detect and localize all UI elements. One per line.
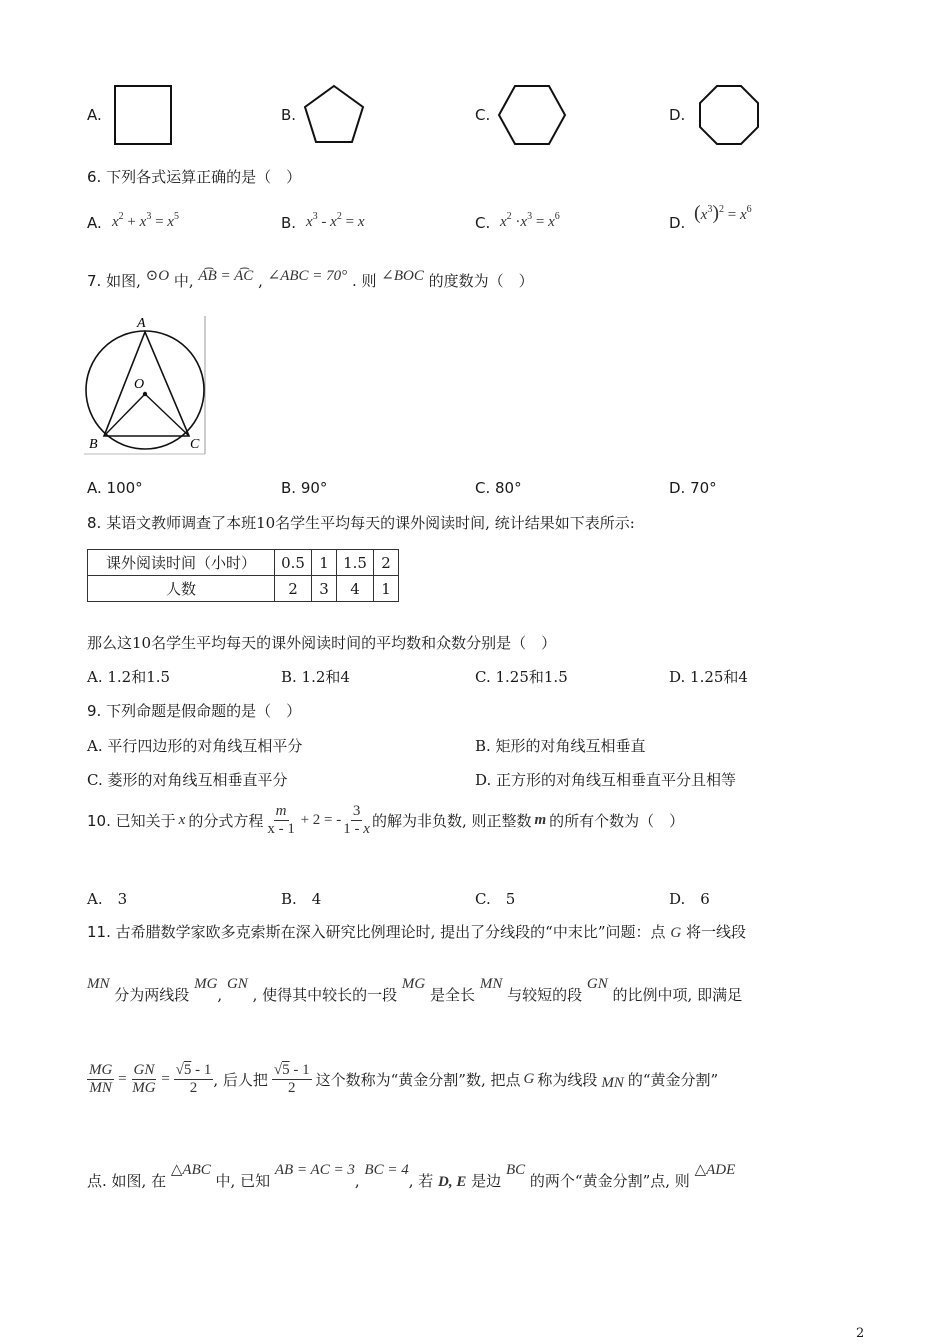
- table-cell: 0.5: [275, 550, 312, 576]
- q9-option-d: D. 正方形的对角线互相垂直平分且相等: [475, 771, 737, 789]
- q7-option-c: C. 80°: [475, 479, 522, 497]
- q10-stem: [87, 803, 684, 838]
- q9-option-b: B. 矩形的对角线互相垂直: [475, 737, 646, 755]
- q10-text-4: 的所有个数为（ ）: [549, 812, 685, 830]
- table-cell: 4: [337, 576, 374, 602]
- table-row: [88, 576, 399, 602]
- q11-l2-c: , 使得其中较长的一段: [252, 986, 398, 1004]
- q11-l4-e: 是边: [471, 1172, 502, 1190]
- center-point: [143, 392, 147, 396]
- q10-var-x: x: [178, 812, 186, 828]
- q11-number: 11.: [87, 923, 111, 941]
- table-cell: 1.5: [337, 550, 374, 576]
- q9-stem: [87, 700, 301, 721]
- q8-stem: [87, 512, 635, 533]
- q8-text: 某语文教师调查了本班10名学生平均每天的课外阅读时间, 统计结果如下表所示:: [106, 514, 635, 532]
- q7-arc-equality: A͡B = A͡C: [198, 268, 254, 284]
- q11-l3-b: 这个数称为“黄金分割”数, 把点: [315, 1071, 521, 1089]
- q9-text: 下列命题是假命题的是（ ）: [106, 702, 302, 720]
- q8-reading-table: [87, 549, 399, 602]
- q6-number: 6.: [87, 168, 102, 186]
- q8-option-d: D. 1.25和4: [669, 668, 748, 686]
- q11-line-4: 点. 如图, 在 △ABC 中, 已知 AB = AC = 3, BC = 4, 若 D, E 是边 BC 的两个“黄金分割”点, 则 △ADE: [87, 1162, 736, 1190]
- hexagon-icon: [496, 82, 568, 148]
- q11-l3-c: 称为线段: [537, 1071, 598, 1089]
- q5-option-d-label: D.: [669, 106, 686, 124]
- q11-line-3: $\frac{MG}{MN}$ = $\frac{GN}{MG}$ = $\frac{√5 - 1}{2}$ , 后人把 $\frac{√5 - 1}{2}$ 这个数称为“黄金分割”数, 把点 G 称为线段 MN 的“黄金分割”: [89, 1062, 719, 1096]
- q6-option-d-label: D.: [669, 214, 686, 232]
- table-row: [88, 550, 399, 576]
- q11-l4-a: 点. 如图, 在: [87, 1172, 167, 1190]
- q11-l4-b: 中, 已知: [215, 1172, 271, 1190]
- q11-var-g: G: [670, 925, 682, 941]
- q9-option-c: C. 菱形的对角线互相垂直平分: [87, 771, 288, 789]
- q11-l4-f: 的两个“黄金分割”点, 则: [529, 1172, 690, 1190]
- q7-angle-boc: ∠BOC: [381, 268, 424, 284]
- q11-l2-d: 是全长: [430, 986, 476, 1004]
- q11-l4-c: ,: [354, 1172, 360, 1190]
- q10-text-2: 的分式方程: [188, 812, 264, 830]
- q7-circle-o: ⊙O: [145, 268, 170, 284]
- q11-l3-d: 的“黄金分割”: [627, 1071, 719, 1089]
- figure-label-b: B: [89, 437, 98, 452]
- table-cell: 1: [374, 576, 399, 602]
- q8-number: 8.: [87, 514, 102, 532]
- q6-stem: [87, 166, 301, 187]
- q5-option-b-label: B.: [281, 106, 297, 124]
- q10-option-a: A. 3: [87, 890, 128, 908]
- q6-option-b-label: B.: [281, 214, 297, 232]
- triangle-abc: [104, 332, 189, 436]
- q8-option-a: A. 1.2和1.5: [87, 668, 171, 686]
- table-cell: 3: [312, 576, 337, 602]
- q11-l3-a: , 后人把: [213, 1071, 268, 1089]
- q11-text-1: 古希腊数学家欧多克索斯在深入研究比例理论时, 提出了分线段的“中末比”问题：点: [115, 923, 666, 941]
- square-icon: [110, 82, 176, 148]
- q6-text: 下列各式运算正确的是（ ）: [106, 168, 302, 186]
- q5-option-c-label: C.: [475, 106, 491, 124]
- q7-text-4: . 则: [351, 272, 377, 290]
- table-header-count: 人数: [88, 576, 275, 602]
- q10-option-d: D. 6: [669, 890, 710, 908]
- q11-line-1: [87, 921, 746, 942]
- page-number: 2: [856, 1326, 865, 1341]
- q10-option-c: C. 5: [475, 890, 516, 908]
- q7-option-d: D. 70°: [669, 479, 717, 497]
- q11-golden-ratio-value: $\frac{√5 - 1}{2}$: [273, 1062, 310, 1096]
- q10-number: 10.: [87, 811, 111, 830]
- q7-angle-abc: ∠ABC = 70°: [267, 268, 348, 284]
- q6-option-c-expr: $x^2 \cdot x^3 = x^6$: [500, 211, 560, 230]
- table-cell: 1: [312, 550, 337, 576]
- q10-equation: $\frac{m}{x - 1}$ + 2 = - $\frac{3}{1 - x}$: [267, 803, 370, 837]
- segment-ob: [104, 394, 145, 436]
- octagon-icon: [694, 82, 764, 152]
- q7-number: 7.: [87, 272, 102, 290]
- q5-option-a-label: A.: [87, 106, 102, 124]
- q7-option-b: B. 90°: [281, 479, 328, 497]
- q11-l2-f: 的比例中项, 即满足: [612, 986, 743, 1004]
- segment-oc: [145, 394, 189, 436]
- pentagon-icon: [300, 80, 368, 148]
- figure-label-a: A: [137, 316, 146, 331]
- q6-option-a-expr: $x^2 + x^3 = x^5$: [112, 211, 179, 230]
- q7-stem: [87, 270, 534, 291]
- q11-line-2: MN 分为两线段 MG, GN , 使得其中较长的一段 MG 是全长 MN 与较短的段 GN 的比例中项, 即满足: [87, 976, 743, 1004]
- q6-option-c-label: C.: [475, 214, 491, 232]
- q8-option-c: C. 1.25和1.5: [475, 668, 568, 686]
- q11-l2-e: 与较短的段: [507, 986, 583, 1004]
- figure-label-o: O: [134, 377, 145, 392]
- q9-option-a: A. 平行四边形的对角线互相平分: [87, 737, 303, 755]
- q8-option-b: B. 1.2和4: [281, 668, 350, 686]
- q7-option-a: A. 100°: [87, 479, 143, 497]
- q11-l2-a: 分为两线段: [114, 986, 190, 1004]
- q11-l4-de: D, E: [438, 1174, 467, 1190]
- figure-label-c: C: [190, 437, 200, 452]
- q11-golden-ratio-equation: $\frac{MG}{MN}$ = $\frac{GN}{MG}$ = $\frac{√5 - 1}{2}$: [89, 1062, 212, 1096]
- q6-option-d-expr: $(x^3)^2 = x^6$: [694, 202, 752, 224]
- table-cell: 2: [275, 576, 312, 602]
- table-cell: 2: [374, 550, 399, 576]
- q7-circle-figure: [84, 312, 210, 458]
- q7-text-5: 的度数为（ ）: [428, 272, 534, 290]
- q7-text-1: 如图,: [106, 272, 141, 290]
- q6-option-b-expr: $x^3 - x^2 = x$: [306, 211, 365, 230]
- q10-var-m: m: [534, 812, 547, 828]
- q7-text-3: ,: [258, 272, 263, 290]
- q11-text-1-end: 将一线段: [685, 923, 746, 941]
- q11-l4-d: , 若: [408, 1172, 434, 1190]
- q10-option-b: B. 4: [281, 890, 322, 908]
- q9-number: 9.: [87, 702, 102, 720]
- q10-text-1: 已知关于: [115, 812, 176, 830]
- q10-text-3: 的解为非负数, 则正整数: [371, 812, 532, 830]
- q8-question: 那么这10名学生平均每天的课外阅读时间的平均数和众数分别是（ ）: [87, 634, 557, 652]
- table-header-time: 课外阅读时间（小时）: [88, 550, 275, 576]
- q7-text-2: 中,: [173, 272, 194, 290]
- q11-l2-b: ,: [217, 986, 223, 1004]
- q6-option-a-label: A.: [87, 214, 102, 232]
